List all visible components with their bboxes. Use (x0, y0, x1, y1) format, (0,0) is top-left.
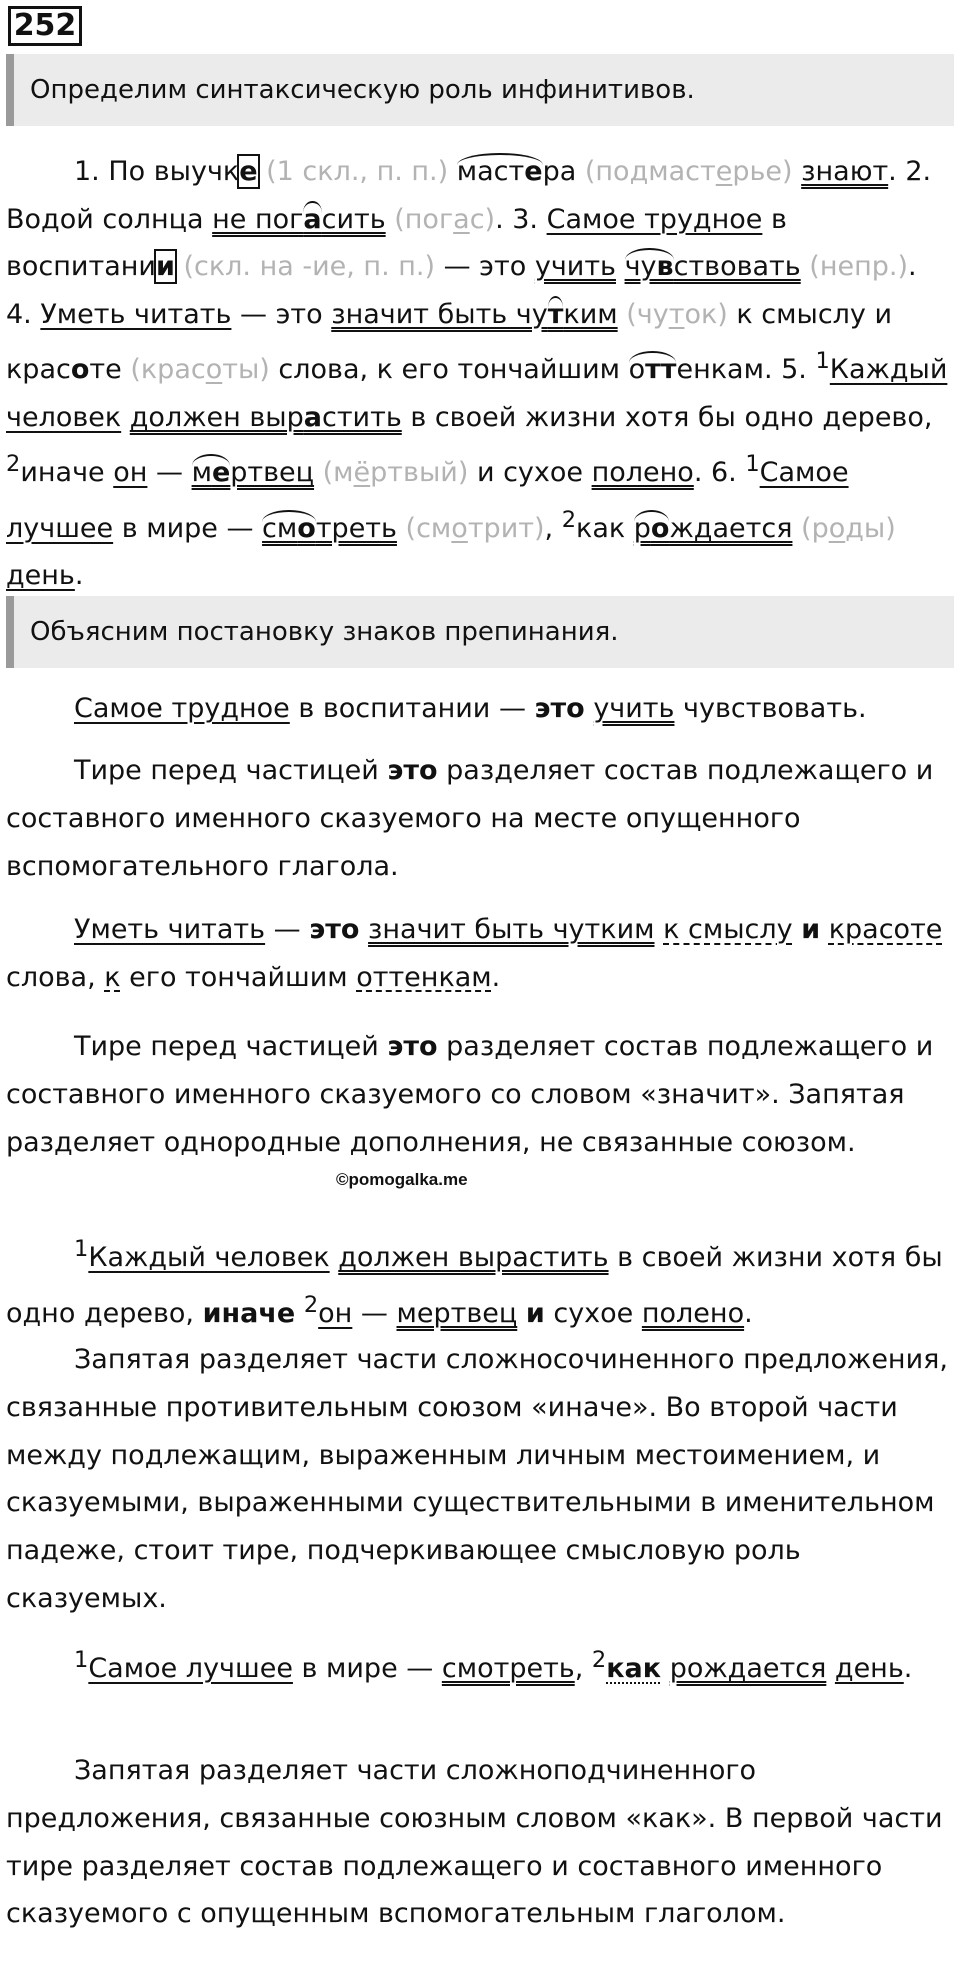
predicate (212, 201, 386, 235)
text-fragment: это (387, 1031, 438, 1062)
text-fragment: о (205, 354, 223, 385)
text-fragment: 2 (591, 1647, 607, 1673)
text-fragment: . (74, 560, 84, 591)
object: к смыслу (663, 914, 793, 945)
text-fragment: к смыслу и крас (6, 298, 893, 385)
text-fragment (330, 1242, 339, 1273)
subject: Уметь читать (40, 298, 232, 330)
text-fragment: тт (645, 354, 677, 385)
text-fragment: . 6. (693, 457, 746, 488)
text-fragment: т (548, 296, 564, 330)
ending-box: е (239, 156, 258, 187)
analysis-paragraph (6, 148, 950, 600)
text-fragment: чу (624, 251, 657, 282)
predicate: учить (593, 693, 675, 724)
subject: он (318, 1297, 353, 1329)
sentence-3-explanation (6, 1336, 950, 1623)
subject: Каждый человек (6, 354, 948, 433)
text-fragment: это (309, 914, 360, 945)
text-fragment: а (303, 401, 322, 433)
sentence-2-explanation (6, 1023, 950, 1166)
text-fragment: 1 (74, 1647, 89, 1673)
conjunctive-word: как (606, 1653, 662, 1684)
text-fragment: чувствовать. (674, 693, 867, 724)
sentence-4-explanation (6, 1747, 950, 1938)
text-fragment (517, 1298, 526, 1329)
text-fragment: 1. По выучк (74, 156, 240, 187)
text-fragment: 1 (815, 348, 830, 374)
root-arc (457, 153, 543, 187)
text-fragment: треть (315, 512, 397, 544)
text-fragment: как (576, 512, 634, 544)
object: к (104, 961, 121, 993)
watermark: ©pomogalka.me (336, 1170, 468, 1189)
text-fragment: е (211, 457, 231, 488)
text-fragment: сить (321, 203, 386, 235)
text-fragment: разделяет состав подлежащего и составного именного сказуемого на месте опущенного вспомогательного глагола. (6, 755, 934, 882)
text-fragment: м (191, 457, 212, 488)
text-fragment: о (70, 354, 90, 385)
text-fragment: . 3. (495, 203, 547, 235)
object: оттенкам (356, 961, 492, 993)
text-fragment: значит быть чу (331, 298, 548, 330)
text-fragment: — это (231, 298, 332, 330)
text-fragment: Запятая разделяет части сложносочиненного предложения, связанные противительным союзом «иначе». Во второй части между подлежащим, выраженным личным местоимением, и сказуемыми, выраженными существительными в именительном падеже, стоит тире, подчеркивающее смысловую роль сказуемых. (6, 1344, 948, 1614)
text-fragment: стить (321, 401, 402, 433)
text-fragment: Тире перед частицей (74, 755, 388, 786)
text-fragment: это (387, 755, 438, 786)
text-fragment: ждается (669, 512, 793, 544)
text-fragment: Тире перед частицей (74, 1031, 388, 1062)
text-fragment: т (668, 298, 685, 330)
text-fragment (359, 914, 368, 945)
text-fragment: в своей жизни хотя бы одно дерево, (6, 1242, 943, 1329)
text-fragment: . (491, 961, 501, 993)
text-fragment: о (828, 512, 846, 544)
text-fragment: в своей жизни хотя бы одно дерево, (401, 401, 933, 433)
text-fragment: , (574, 1653, 592, 1684)
text-fragment: в воспитани (6, 203, 787, 282)
text-fragment: 1 (745, 451, 760, 477)
text-fragment: с) (469, 203, 496, 235)
text-fragment (121, 402, 130, 433)
text-fragment: ты) (222, 354, 270, 385)
text-fragment: см (262, 512, 298, 544)
text-fragment: в (656, 251, 674, 282)
text-fragment: а (303, 201, 321, 235)
text-fragment: разделяет состав подлежащего и составного именного сказуемого со словом «значит». Запятая разделяет однородные дополнения, не связанные союзом. (6, 1031, 934, 1158)
text-fragment: ствовать (673, 251, 801, 282)
text-fragment: — (147, 457, 192, 488)
predicate: рождается (669, 1653, 827, 1684)
text-fragment: иначе (20, 457, 114, 488)
text-fragment: это (534, 693, 585, 724)
text-fragment (655, 914, 664, 945)
predicate (130, 402, 402, 433)
text-fragment: . 5. (763, 354, 816, 385)
text-fragment (793, 914, 802, 945)
predicate: знают (801, 156, 889, 187)
subject: Самое лучшее (88, 1653, 293, 1684)
text-fragment: — это (435, 251, 535, 282)
sentence-1 (6, 685, 950, 733)
text-fragment: маст (456, 156, 525, 187)
text-fragment: (пог (394, 203, 454, 235)
text-fragment: ок) (684, 298, 728, 330)
text-fragment: ды) (845, 512, 896, 544)
text-fragment (386, 204, 395, 235)
text-fragment: сухое (544, 1297, 642, 1329)
text-fragment (801, 251, 810, 282)
text-fragment: , (544, 512, 562, 544)
text-fragment (661, 1653, 670, 1684)
text-fragment: . (744, 1297, 753, 1329)
text-fragment: (подмаст (584, 156, 716, 187)
sentence-2 (6, 906, 950, 1002)
text-fragment: о (297, 512, 316, 544)
predicate: учить (534, 251, 616, 282)
text-fragment: — (265, 914, 310, 945)
text-fragment: е (715, 156, 733, 187)
text-fragment (826, 1653, 835, 1684)
text-fragment (792, 513, 801, 544)
text-fragment: Запятая разделяет части сложноподчиненного предложения, связанные союзным словом «как». В первой части тире разделяет состав подлежащего и составного именного сказуемого с опущенным вспомогательным глаголом. (6, 1755, 943, 1930)
object: красоте (828, 914, 943, 945)
text-fragment: иначе (202, 1297, 296, 1329)
subject: день (6, 560, 75, 591)
text-fragment (820, 914, 829, 945)
text-fragment (314, 457, 323, 488)
ending-box: и (155, 251, 175, 282)
text-fragment: (1 скл., п. п.) (266, 156, 449, 187)
text-fragment: те (89, 354, 122, 385)
text-fragment: р (633, 512, 651, 544)
predicate (331, 296, 617, 330)
text-fragment: слова, (6, 961, 105, 993)
text-fragment: (скл. на -ие, п. п.) (183, 251, 436, 282)
text-fragment (258, 156, 267, 187)
text-fragment: о (451, 512, 468, 544)
text-fragment (295, 1298, 304, 1329)
sentence-1-explanation (6, 747, 950, 890)
analysis-text (6, 148, 950, 600)
text-fragment: слова, к его тончайшим (269, 354, 629, 385)
text-fragment: 2 (6, 451, 21, 477)
text-fragment: в мире — (113, 512, 263, 544)
text-fragment (616, 251, 625, 282)
text-fragment: (чу (626, 298, 669, 330)
text-fragment (448, 156, 457, 187)
text-fragment (576, 156, 585, 187)
exercise-number: 252 (8, 6, 82, 46)
predicate: полено (641, 1297, 745, 1329)
text-fragment (793, 156, 802, 187)
task-heading-roles: Определим синтаксическую роль инфинитивов. (6, 54, 954, 126)
text-fragment: . (903, 1653, 913, 1684)
text-fragment: енкам (676, 354, 764, 385)
text-fragment (618, 299, 627, 330)
text-fragment: должен выр (129, 401, 304, 433)
text-fragment: — (352, 1297, 397, 1329)
text-fragment: в воспитании — (289, 693, 535, 724)
subject: день (834, 1653, 904, 1684)
text-fragment: ртвый) (370, 457, 469, 488)
text-fragment: рье) (732, 156, 793, 187)
text-fragment: о (650, 512, 670, 544)
text-fragment: ё (353, 457, 371, 488)
sentence-3 (6, 1226, 950, 1338)
text-fragment: (м (322, 457, 354, 488)
text-fragment: трит) (467, 512, 545, 544)
text-fragment: (р (801, 512, 829, 544)
text-fragment: ра (542, 156, 577, 187)
predicate (634, 510, 793, 544)
text-fragment: и (525, 1297, 545, 1329)
text-fragment: 1 (74, 1236, 89, 1262)
predicate: мертвец (396, 1297, 518, 1329)
text-fragment: (см (405, 512, 452, 544)
text-fragment: . 2. Водой солнца (6, 156, 932, 235)
text-fragment: ртвец (230, 457, 315, 488)
predicate (625, 248, 801, 282)
predicate: значит быть чутким (368, 914, 655, 945)
text-fragment: и (801, 914, 821, 945)
text-fragment: 2 (561, 506, 577, 533)
sentence-4 (6, 1637, 950, 1693)
subject: Самое трудное (74, 693, 290, 724)
subject: Уметь читать (74, 914, 266, 945)
text-fragment (397, 513, 406, 544)
text-fragment: не пог (212, 203, 304, 235)
subject: Каждый человек (88, 1242, 330, 1273)
text-fragment: 2 (303, 1291, 319, 1318)
predicate (192, 454, 314, 488)
subject: Самое трудное (546, 203, 763, 235)
text-fragment: (непр.) (809, 251, 909, 282)
predicate (262, 510, 397, 544)
text-fragment: (крас (130, 354, 206, 385)
text-fragment: . 4. (6, 251, 917, 330)
text-fragment: а (453, 203, 470, 235)
text-fragment: ким (563, 298, 618, 330)
text-fragment: е (524, 156, 543, 187)
text-fragment: о (628, 354, 646, 385)
predicate: полено (591, 457, 694, 488)
predicate: смотреть (441, 1653, 575, 1684)
task-heading-punctuation: Объясним постановку знаков препинания. (6, 596, 954, 668)
subject: он (113, 457, 148, 488)
predicate: должен вырастить (338, 1242, 609, 1273)
text-fragment: его тончайшим (120, 961, 357, 993)
text-fragment: в мире — (292, 1653, 442, 1684)
text-fragment: и сухое (468, 457, 592, 488)
subject: Самое лучшее (6, 457, 849, 544)
